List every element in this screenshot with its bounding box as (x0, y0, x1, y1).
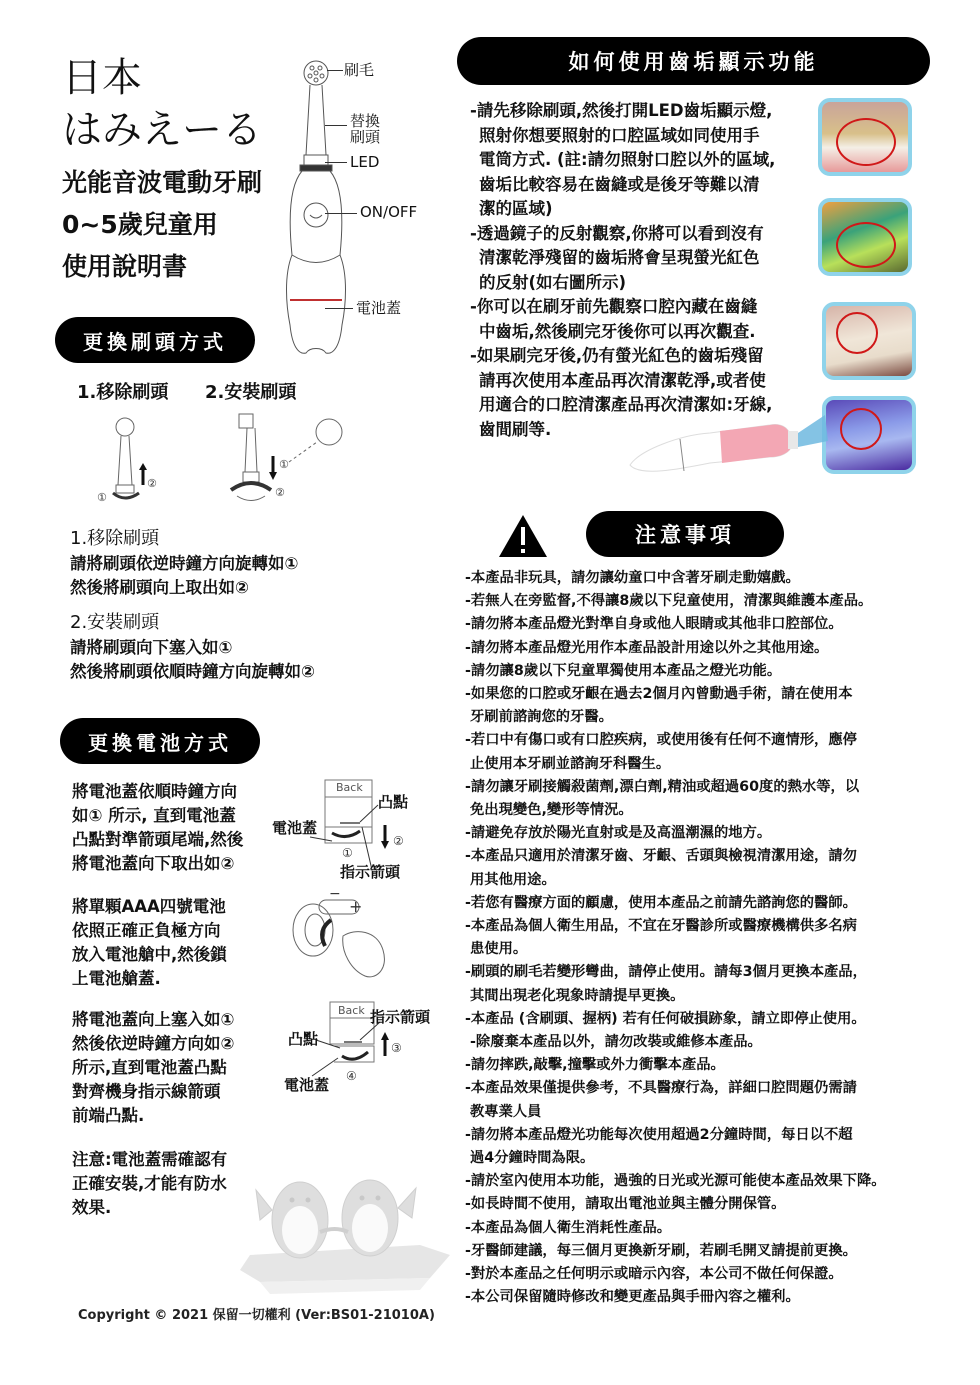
title-line-2: はみえーる (62, 107, 262, 153)
notice-line: -請勿將本產品燈光用作本產品設計用途以外之其他用途。 (465, 639, 829, 656)
notice-line: -本產品為個人衛生用品，不宜在牙醫診所或醫療機構供多名病 (465, 918, 857, 935)
svg-text:Back: Back (338, 1004, 365, 1017)
svg-text:電池蓋: 電池蓋 (272, 819, 318, 837)
notice-line: -本產品只適用於清潔牙齒、牙齦、舌頭與檢視清潔用途，請勿 (465, 848, 857, 865)
cover-title (62, 52, 262, 288)
copyright: Copyright © 2021 保留一切權利 (Ver:BS01-21010A) (78, 1308, 435, 1323)
section-header-plaque (457, 37, 930, 85)
svg-text:②: ② (275, 486, 285, 499)
step2-title: 2.安裝刷頭 (70, 612, 160, 633)
battery-note (72, 1148, 227, 1220)
label-bristles: 刷毛 (344, 61, 375, 79)
svg-text:電池蓋: 電池蓋 (284, 1076, 330, 1094)
label-replace-head-1: 替換 (350, 112, 381, 130)
text-line: 注意:電池蓋需確認有 (72, 1150, 228, 1169)
penguins-illustration (220, 1160, 450, 1300)
notice-line: 止使用本牙刷並諮詢牙科醫生。 (465, 755, 671, 772)
battery-close-figure (282, 998, 437, 1098)
plaque-line: -如果刷完牙後,仍有螢光紅色的齒垢殘留 (470, 346, 764, 365)
svg-text:凸點: 凸點 (378, 793, 409, 811)
plaque-line: 照射你想要照射的口腔區域如同使用手 (479, 125, 760, 145)
battery-removal-figure (270, 775, 420, 885)
notice-line: -請勿摔跌,敲擊,撞擊或外力衝擊本產品。 (465, 1057, 725, 1074)
notice-line: 教專業人員 (465, 1103, 542, 1120)
subtitle-line-2: 0~5歲兒童用 (62, 210, 218, 239)
notice-line: -本公司保留隨時修改和變更產品與手冊內容之權利。 (465, 1289, 800, 1306)
text-line: 將電池蓋依順時鐘方向 (72, 782, 237, 801)
battery-para-2 (72, 895, 227, 991)
notice-line: -刷頭的刷毛若變形彎曲，請停止使用。請每3個月更換本產品， (465, 964, 867, 981)
plaque-line: 齒間刷等. (479, 419, 552, 439)
plaque-line: 請再次使用本產品再次清潔乾淨,或者使 (479, 370, 766, 390)
toothbrush-light-illustration (620, 405, 830, 485)
svg-text:+: + (349, 897, 363, 916)
plaque-line: -你可以在刷牙前先觀察口腔內藏在齒縫 (470, 297, 758, 316)
plaque-line: 齒垢比較容易在齒縫或是後牙等難以清 (479, 174, 760, 194)
notice-line: -請勿將本產品燈光功能每次使用超過2分鐘時間，每日以不超 (465, 1126, 853, 1143)
svg-text:②: ② (147, 477, 157, 490)
svg-text:凸點: 凸點 (288, 1030, 319, 1048)
step1-line-1: 請將刷頭依逆時鐘方向旋轉如① (70, 554, 299, 573)
text-line: 然後依逆時鐘方向如② (72, 1034, 235, 1053)
notice-line: -請勿將本產品燈光對準自身或他人眼睛或其他非口腔部位。 (465, 616, 843, 633)
text-line: 正確安裝,才能有防水 (72, 1174, 227, 1193)
title-line-1: 日本 (62, 55, 142, 101)
notice-line: -本產品效果僅提供參考，不具醫療行為，詳細口腔問題仍需請 (465, 1080, 857, 1097)
svg-text:②: ② (393, 834, 404, 848)
plaque-line: -透過鏡子的反射觀察,你將可以看到沒有 (470, 223, 764, 243)
plaque-line: 中齒垢,然後刷完牙後你可以再次觀查. (479, 321, 756, 341)
svg-text:①: ① (342, 846, 353, 860)
notice-line: -本產品非玩具，請勿讓幼童口中含著牙刷走動嬉戲。 (465, 570, 800, 586)
svg-text:①: ① (279, 458, 289, 471)
subtitle-line-1: 光能音波電動牙刷 (62, 168, 263, 197)
notice-line: 免出現變色,變形等情況。 (465, 802, 633, 819)
notice-line: -請避免存放於陽光直射或是及高溫潮濕的地方。 (465, 825, 772, 842)
plaque-instructions (470, 99, 810, 442)
notice-line: 用其他用途。 (465, 871, 556, 888)
remove-head-figure (95, 415, 175, 510)
photo-teeth-normal (818, 98, 912, 176)
text-line: 如① 所示, 直到電池蓋 (72, 806, 236, 825)
notice-line: -請於室內使用本功能，過強的日光或光源可能使本產品效果下降。 (465, 1173, 886, 1190)
notice-line: 牙刷前諮詢您的牙醫。 (465, 709, 613, 726)
notice-line: 過4分鐘時間為限。 (465, 1150, 595, 1167)
step1-line-2: 然後將刷頭向上取出如② (70, 578, 249, 597)
plaque-line: 電筒方式. (註:請勿照射口腔以外的區域, (479, 150, 776, 169)
label-replace-head-2: 刷頭 (350, 128, 381, 146)
battery-para-1 (72, 780, 243, 876)
step1-title: 1.移除刷頭 (70, 528, 160, 549)
svg-text:Back: Back (336, 781, 363, 794)
label-battery-cover: 電池蓋 (356, 299, 402, 317)
notice-line: -若您有醫療方面的顧慮，使用本產品之前請先諮詢您的醫師。 (465, 894, 857, 911)
notice-line: -牙醫師建議，每三個月更換新牙刷，若刷毛開叉請提前更換。 (465, 1242, 857, 1259)
svg-text:指示箭頭: 指示箭頭 (340, 863, 401, 881)
notice-line: -若口中有傷口或有口腔疾病，或使用後有任何不適情形，應停 (465, 732, 857, 749)
photo-tooth-closeup (822, 302, 916, 380)
plaque-line: 潔的區域) (479, 199, 553, 218)
text-line: 將電池蓋向下取出如② (72, 854, 235, 873)
section-header-notice (586, 511, 784, 557)
text-line: 將單顆AAA四號電池 (72, 897, 226, 916)
text-line: 效果. (72, 1198, 112, 1217)
step1-figure-label: 1.移除刷頭 (77, 382, 169, 403)
plaque-line: 的反射(如右圖所示) (479, 272, 627, 292)
notice-line: -本產品為個人衛生消耗性產品。 (465, 1219, 672, 1236)
step2-figure-label: 2.安裝刷頭 (205, 382, 297, 403)
plaque-line: 用適合的口腔清潔產品再次清潔如:牙線, (479, 395, 773, 414)
label-on-off: ON/OFF (360, 203, 418, 221)
svg-text:−: − (329, 886, 341, 902)
text-line: 放入電池艙中,然後鎖 (72, 945, 227, 964)
step2-line-1: 請將刷頭向下塞入如① (70, 638, 233, 657)
photo-tooth-uv (822, 396, 916, 474)
text-line: 將電池蓋向上塞入如① (72, 1010, 235, 1029)
notice-line: -如果您的口腔或牙齦在過去2個月內曾動過手術，請在使用本 (465, 686, 853, 703)
section-title: 更換電池方式 (88, 730, 232, 755)
label-led: LED (350, 153, 380, 171)
step2-line-2: 然後將刷頭依順時鐘方向旋轉如② (70, 662, 315, 681)
section-header-replace-head (55, 317, 255, 363)
plaque-line: 清潔乾淨殘留的齒垢將會呈現螢光紅色 (479, 248, 760, 267)
plaque-line: -請先移除刷頭,然後打開LED齒垢顯示燈, (470, 101, 773, 120)
notice-line: -如長時間不使用，請取出電池並與主體分開保管。 (465, 1196, 786, 1213)
notice-line: 患使用。 (465, 941, 528, 958)
notice-line: 其間出現老化現象時請提早更換。 (465, 987, 685, 1004)
svg-text:指示箭頭: 指示箭頭 (370, 1008, 431, 1026)
install-head-figure (225, 410, 355, 510)
section-title: 如何使用齒垢顯示功能 (568, 50, 819, 74)
toothbrush-diagram (280, 55, 360, 365)
notice-line: -本產品 (含刷頭、握柄) 若有任何破損跡象，請立即停止使用。 (465, 1010, 866, 1027)
text-line: 上電池艙蓋. (72, 969, 161, 988)
battery-para-3 (72, 1008, 234, 1128)
notice-line: -除廢棄本產品以外，請勿改裝或維修本產品。 (465, 1034, 762, 1051)
text-line: 前端凸點. (72, 1106, 145, 1125)
warning-icon (497, 513, 549, 559)
text-line: 所示,直到電池蓋凸點 (72, 1058, 227, 1077)
notice-list (465, 567, 965, 1310)
photo-teeth-fluorescent (818, 198, 912, 276)
svg-text:①: ① (97, 491, 107, 504)
text-line: 依照正確正負極方向 (72, 921, 221, 940)
section-title: 注意事項 (635, 523, 735, 547)
text-line: 凸點對準箭頭尾端,然後 (72, 830, 244, 849)
notice-line: -若無人在旁監督,不得讓8歲以下兒童使用，清潔與維護本產品。 (465, 593, 873, 610)
section-header-replace-battery (60, 718, 260, 764)
notice-line: -請勿讓8歲以下兒童單獨使用本產品之燈光功能。 (465, 662, 782, 679)
notice-line: -請勿讓牙刷接觸殺菌劑,漂白劑,精油或超過60度的熱水等，以 (465, 778, 860, 795)
battery-insert-figure (285, 886, 395, 985)
svg-text:④: ④ (346, 1069, 357, 1083)
text-line: 對齊機身指示線箭頭 (72, 1082, 221, 1101)
notice-line: -對於本產品之任何明示或暗示內容，本公司不做任何保證。 (465, 1266, 843, 1283)
subtitle-line-3: 使用說明書 (62, 252, 188, 281)
section-title: 更換刷頭方式 (83, 329, 227, 354)
svg-text:③: ③ (391, 1041, 402, 1055)
replace-head-instructions (70, 526, 315, 684)
